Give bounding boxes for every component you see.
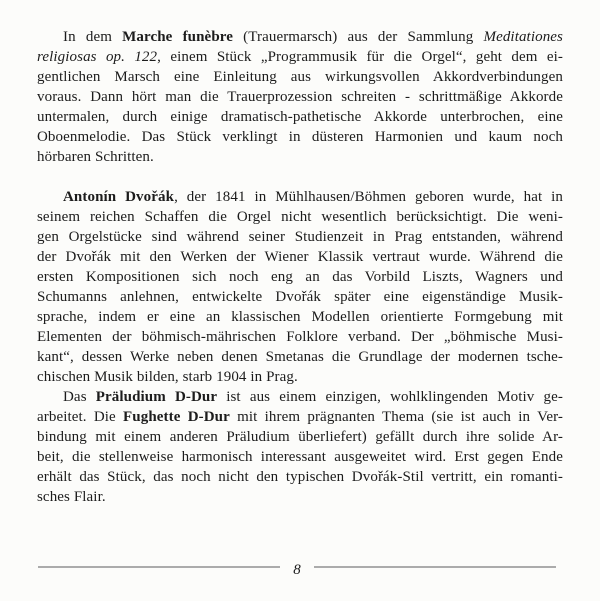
text-line xyxy=(37,427,563,447)
text-segment: Elementen der böhmisch-mährischen Folklore verband. Der „böhmische Musi- xyxy=(37,329,563,345)
text-segment: chischen Musik bilden, starb 1904 in Prag. xyxy=(37,369,298,385)
text-segment: hörbaren Schritten. xyxy=(37,149,154,165)
text-segment: beit, die stellenweise harmonisch interessant ausgeweitet wird. Erst gegen Ende xyxy=(37,449,563,465)
text-line xyxy=(37,187,563,207)
page-footer xyxy=(38,559,556,579)
text-line xyxy=(37,267,563,287)
text-segment: gen Orgelstücke sind während seiner Studienzeit in Prag entstanden, während xyxy=(37,229,563,245)
text-segment: (Trauermarsch) aus der Sammlung xyxy=(233,29,484,45)
paragraph-marche-funebre xyxy=(37,27,563,167)
text-segment: ist aus einem einzigen, wohlklingenden Motiv ge- xyxy=(217,389,563,405)
text-line xyxy=(37,47,563,67)
text-line xyxy=(37,247,563,267)
text-segment: der Dvořák mit den Werken der Wiener Klassik vertraut wurde. Während die xyxy=(37,249,563,265)
text-segment: mit ihrem prägnanten Thema (sie ist auch in Ver- xyxy=(229,409,563,425)
paragraph-dvorak-biografie xyxy=(37,187,563,387)
page-text xyxy=(37,27,563,507)
text-line xyxy=(37,447,563,467)
text-line xyxy=(37,307,563,327)
text-line xyxy=(37,227,563,247)
text-line xyxy=(37,67,563,87)
text-segment: arbeitet. Die xyxy=(37,409,124,425)
text-segment: , einem Stück „Programmusik für die Orgel“, geht dem ei- xyxy=(157,49,563,65)
text-line xyxy=(37,487,563,507)
text-segment: bindung mit einem anderen Präludium überliefert) gefällt durch ihre solide Ar- xyxy=(37,429,563,445)
text-line xyxy=(37,387,563,407)
footer-rule-left xyxy=(38,566,280,568)
text-segment: untermalen, durch einige dramatisch-pathetische Akkorde unterbrochen, eine xyxy=(37,109,563,125)
footer-rule-right xyxy=(314,566,556,568)
text-segment: religiosas op. 122 xyxy=(37,49,158,65)
text-segment: sches Flair. xyxy=(37,489,106,505)
text-line xyxy=(37,327,563,347)
text-segment: Marche funèbre xyxy=(122,29,234,45)
text-segment: Fughette D-Dur xyxy=(123,409,230,425)
text-segment: kant“, dessen Werke neben denen Smetanas die Grundlage der modernen tsche- xyxy=(37,349,563,365)
text-segment: gentlichen Marsch eine Einleitung aus wirkungsvollen Akkordverbindungen xyxy=(37,69,563,85)
text-segment: Das xyxy=(63,389,96,405)
text-segment: erhält das Stück, das noch nicht den typischen Dvořák-Stil vertritt, ein romanti- xyxy=(37,469,563,485)
text-segment: seinem reichen Schaffen die Orgel nicht wesentlich berücksichtigt. Die weni- xyxy=(37,209,563,225)
text-line xyxy=(37,407,563,427)
paragraph-praeludium-fughette xyxy=(37,387,563,507)
text-line xyxy=(37,147,563,167)
text-line xyxy=(37,207,563,227)
text-segment: In dem xyxy=(63,29,123,45)
page-number: 8 xyxy=(293,562,301,578)
text-segment: sprache, indem er eine an klassischen Modellen orientierte Formgebung mit xyxy=(37,309,563,325)
text-segment: Präludium D-Dur xyxy=(95,389,218,405)
text-line xyxy=(37,347,563,367)
text-line xyxy=(37,287,563,307)
text-segment: voraus. Dann hört man die Trauerprozession schreiten - schrittmäßige Akkorde xyxy=(37,89,563,105)
text-line xyxy=(37,87,563,107)
text-segment: , der 1841 in Mühlhausen/Böhmen geboren wurde, hat in xyxy=(174,189,563,205)
text-line xyxy=(37,27,563,47)
text-line xyxy=(37,127,563,147)
text-segment: Schumanns anlehnen, entwickelte Dvořák später eine eigenständige Musik- xyxy=(37,289,563,305)
text-segment: ersten Kompositionen sich noch eng an das Vorbild Liszts, Wagners und xyxy=(37,269,563,285)
text-segment: Meditationes xyxy=(483,29,563,45)
text-line xyxy=(37,367,563,387)
text-segment: Oboenmelodie. Das Stück verklingt in düsteren Harmonien und kaum noch xyxy=(37,129,563,145)
text-line xyxy=(37,107,563,127)
text-segment: Antonín Dvořák xyxy=(63,189,175,205)
text-line xyxy=(37,467,563,487)
